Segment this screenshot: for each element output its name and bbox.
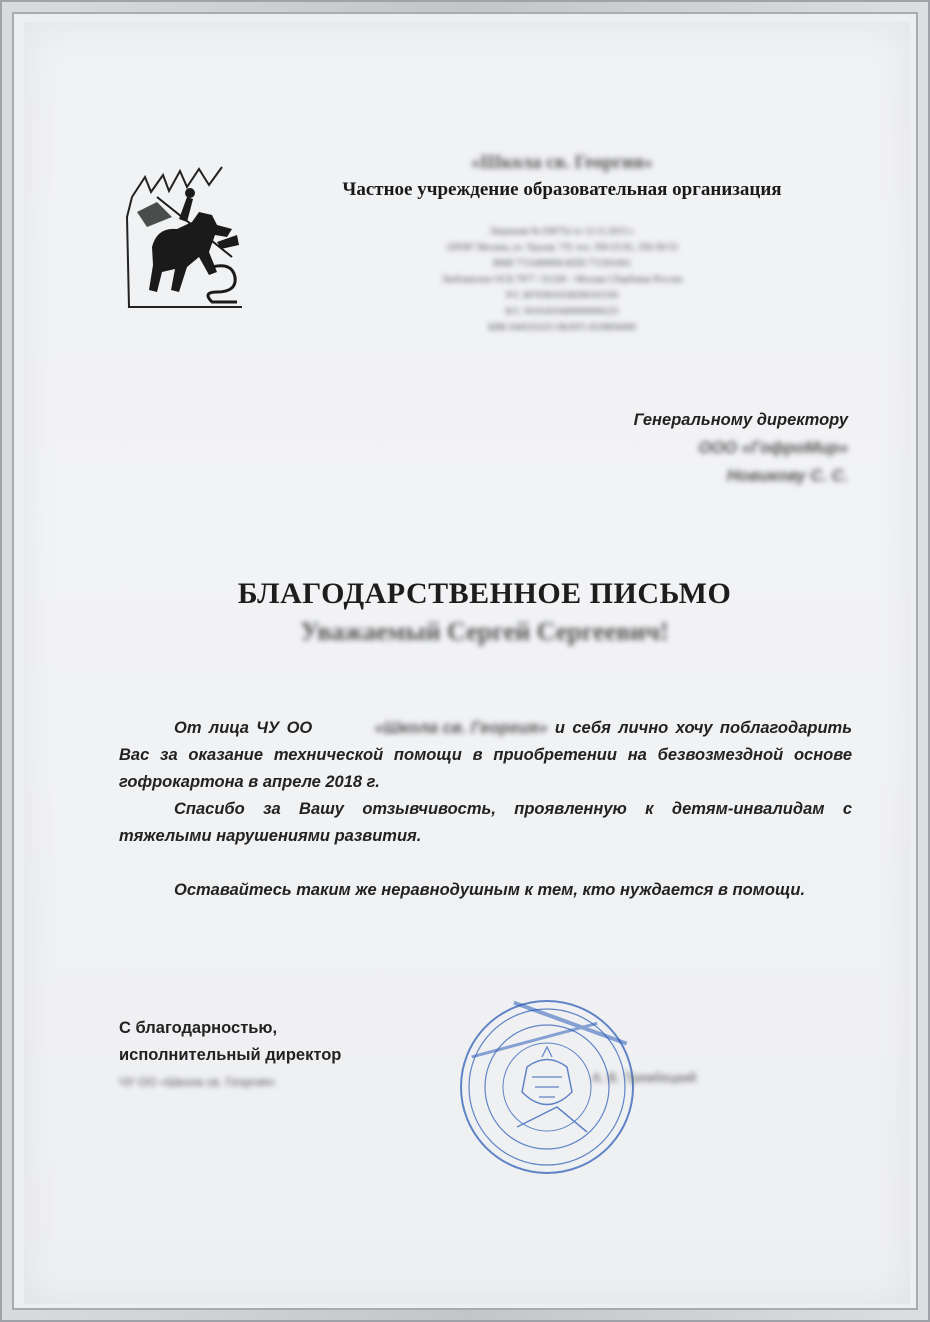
closing-line-1: С благодарностью,	[119, 1019, 278, 1037]
letter-title: БЛАГОДАРСТВЕННОЕ ПИСЬМО	[237, 577, 732, 610]
org-type: Частное учреждение образовательная организация	[342, 179, 782, 200]
closing-line-2: исполнительный директор	[119, 1046, 342, 1064]
addressee-person: Новикову С. С.	[726, 467, 848, 485]
closing-org: ЧУ ОО «Школа св. Георгия»	[119, 1075, 276, 1089]
signer-name: А. В. Трембецкий	[592, 1070, 697, 1085]
closing-block	[119, 1015, 479, 1096]
detail-line: К/С 30101810400000000225	[505, 307, 619, 317]
detail-line: Р/С 40703810338290101530	[506, 291, 618, 301]
body-paragraph-1: От лица ЧУ ОО «Школа св. Георгия» и себя лично хочу поблагодарить Вас за оказание технической помощи в приобретении на безвозмездной основе гофрокартона в апреле 2018 г.	[119, 715, 852, 796]
salutation: Уважаемый Сергей Сергеевич!	[300, 617, 669, 646]
body-paragraph-2: Спасибо за Вашу отзывчивость, проявленную к детям-инвалидам с тяжелыми нарушениями развития.	[119, 800, 852, 845]
addressee-block	[428, 406, 848, 490]
addressee-position: Генеральному директору	[633, 411, 848, 429]
body-paragraph-3: Оставайтесь таким же неравнодушным к тем, кто нуждается в помощи.	[174, 881, 806, 899]
detail-line: ИНН 7723490994 КПП 772301001	[492, 259, 631, 269]
st-george-logo	[117, 157, 247, 317]
detail-line: БИК 044525225 ОКАТО 4539856000	[488, 323, 636, 333]
official-stamp	[457, 997, 637, 1177]
detail-line: 109387 Москва, ул. Удалая, 7/9, тел. 350-53-81, 356-58-53	[446, 243, 678, 253]
org-name: «Школа св. Георгия»	[471, 152, 653, 173]
detail-line: Люблинское ОСБ 7977 / 01228 – Москва Сбербанка России	[441, 275, 683, 285]
detail-line: Лицензия № 036752 от 12.11.2015 г.	[489, 227, 635, 237]
body-org-name: «Школа св. Георгия»	[374, 719, 548, 737]
org-details	[332, 224, 792, 336]
letter-body	[119, 715, 852, 904]
addressee-company: ООО «ГофроМир»	[698, 439, 848, 457]
